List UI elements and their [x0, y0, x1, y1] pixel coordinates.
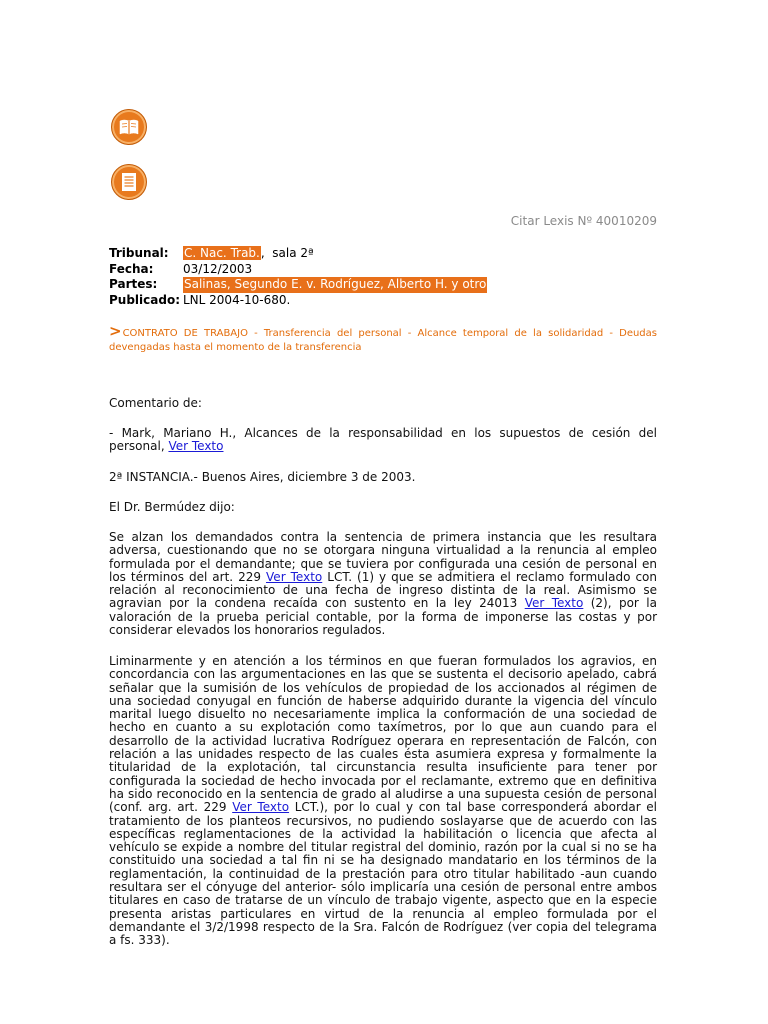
tribunal-label: Tribunal:	[109, 246, 169, 260]
publicado-row	[109, 293, 487, 309]
summary-text: CONTRATO DE TRABAJO - Transferencia del personal - Alcance temporal de la solidaridad - Deudas devengadas hasta el momento de la transferencia	[109, 328, 657, 353]
instancia-paragraph	[109, 471, 657, 484]
alzan-text-2: LCT. (1) y que se admitiera el reclamo formulado con relación al reconocimiento de una fecha de ingreso distinta de la real. Asimismo se agravian por la condena recaída con sustento en la ley 24013	[109, 569, 657, 611]
bermudez-paragraph	[109, 501, 657, 514]
comentario-heading	[109, 397, 657, 410]
fecha-row	[109, 262, 487, 278]
publicado-value: LNL 2004-10-680.	[183, 292, 291, 307]
citation-reference: Citar Lexis Nº 40010209	[510, 214, 657, 228]
ver-texto-link[interactable]: Ver Texto	[266, 569, 323, 584]
ver-texto-link[interactable]: Ver Texto	[232, 800, 290, 815]
alzan-paragraph	[109, 531, 657, 637]
partes-value: Salinas, Segundo E. v. Rodríguez, Alberto H. y otro	[184, 277, 487, 291]
book-icon[interactable]	[111, 109, 147, 145]
comentario-entry	[109, 427, 657, 454]
comentario-author-text: - Mark, Mariano H., Alcances de la responsabilidad en los supuestos de cesión del personal,	[109, 426, 657, 454]
alzan-text-3: (2), por la valoración de la prueba pericial contable, por la forma de imponerse las costas y por considerar elevados los honorarios regulados.	[109, 596, 657, 638]
tribunal-value: C. Nac. Trab.	[184, 246, 260, 260]
ver-texto-link[interactable]: Ver Texto	[524, 596, 584, 611]
case-summary	[109, 324, 657, 355]
case-metadata	[109, 246, 487, 308]
publicado-label: Publicado:	[109, 292, 180, 307]
ver-texto-link[interactable]: Ver Texto	[168, 439, 224, 454]
summary-arrow-icon: >	[109, 322, 122, 340]
bermudez-text: El Dr. Bermúdez dijo:	[109, 500, 235, 514]
document-icon[interactable]	[111, 164, 147, 200]
alzan-text-1: Se alzan los demandados contra la sentencia de primera instancia que les resultara adversa, cuestionando que no se otorgara ninguna virtualidad a la renuncia al empleo formulada por el demandante; que se tuviera por configurada una cesión de personal en los términos del art. 229	[109, 530, 657, 584]
comentario-text: Comentario de:	[109, 396, 202, 410]
partes-row	[109, 277, 487, 293]
liminar-text-1: Liminarmente y en atención a los términos en que fueran formulados los agravios, en concordancia con las argumentaciones en las que se sustenta el decisorio apelado, cabrá señalar que la sumisión de los vehículos de propiedad de los accionados al régimen de una sociedad conyugal en función de haberse adquirido durante la vigencia del vínculo marital luego disuelto no necesariamente implica la conformación de una sociedad de hecho en cuanto a su explotación como taxímetros, por lo que aun cuando para el desarrollo de la actividad lucrativa Rodríguez operara en representación de Falcón, con relación a las unidades respecto de las cuales ésta asumiera expresa y formalmente la titularidad de la explotación, tal circunstancia resulta insuficiente para tener por configurada la sociedad de hecho invocada por el reclamante, extremo que en definitiva ha sido reconocido en la sentencia de grado al aludirse a una supuesta cesión de personal (conf. arg. art. 229	[109, 654, 657, 815]
partes-label: Partes:	[109, 277, 158, 291]
instancia-text: 2ª INSTANCIA.- Buenos Aires, diciembre 3 de 2003.	[109, 470, 416, 484]
liminar-paragraph	[109, 655, 657, 948]
fecha-value: 03/12/2003	[183, 261, 253, 276]
tribunal-sala: , sala 2ª	[260, 246, 314, 260]
tribunal-row	[109, 246, 487, 262]
liminar-text-2: LCT.), por lo cual y con tal base corresponderá abordar el tratamiento de los planteos recursivos, no pudiendo soslayarse que de acuerdo con las específicas reglamentaciones de la actividad la habilitación o licencia que afecta al vehículo se expide a nombre del titular registral del dominio, razón por la cual si no se ha constituido una sociedad a tal fin ni se ha designado mandatario en los términos de la reglamentación, la continuidad de la prestación para otro titular habilitado -aun cuando resultara ser el cónyuge del anterior- sólo implicaría una cesión de personal entre ambos titulares en caso de tratarse de un vínculo de trabajo vigente, aspecto que en la especie presenta aristas particulares en virtud de la renuncia al empleo formulada por el demandante el 3/2/1998 respecto de la Sra. Falcón de Rodríguez (ver copia del telegrama a fs. 333).	[109, 800, 657, 948]
fecha-label: Fecha:	[109, 261, 154, 276]
